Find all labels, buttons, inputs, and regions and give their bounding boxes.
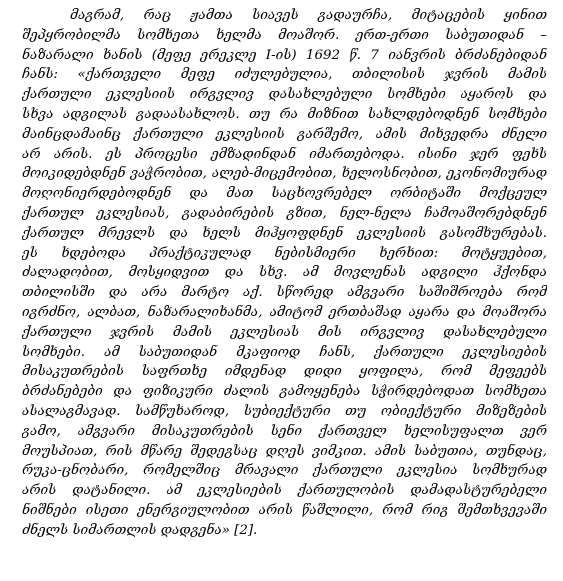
text-line: ძალადობით, მოსყიდვით და სხვ. ამ მოვლენას ადგილი ჰქონდა (22, 265, 547, 281)
text-line: არ არის. ეს პროცესი ემზადინდან იმართებოდა. ისინი ჯერ ფეხს (22, 146, 547, 162)
text-line: მოუსპიათ, რის მწარე შედეგსაც დღეს ვიმკით. ამის საბუთია, თუნდაც, (22, 443, 547, 459)
text-line: მოიკიდებდნენ ვაჭრობით, ალებ-მიცემობით, ხელოსნობით, ეკონომიურად (22, 166, 547, 182)
text-line: ასალაგმავად. სამწუხაროდ, სუბიექტური თუ ობიექტური მიზეზების (22, 403, 547, 419)
text-line: ძნელს სიმართლის დადგენა» [2]. (22, 522, 258, 538)
text-line: ქართულ მრევლს და ხელს მიჰყოფდნენ ეკლესიის გასომხურებას. (22, 225, 547, 241)
document-page (22, 6, 547, 541)
text-line: ჩანს: «ქართველი მეფე იძულებულია, თბილისის ჯვრის მამის (22, 67, 547, 83)
text-line: ბრძანებები და ფიზიკური ძალის გამოყენება სჭირდებოდათ სომხეთა (22, 384, 547, 400)
text-line: შეპყრობილმა სომხეთა ხელმა მოაშორ. ერთ-ერთი საბუთიდან – (22, 27, 547, 43)
text-line: ნაზარალი ხანის (მეფე ერეკლე I-ის) 1692 წ. 7 იანვრის ბრძანებიდან (22, 47, 547, 63)
text-line: გამო, ამგვარი მისაკუთრების სენი ქართველ ხელისუფალთ ვერ (22, 423, 547, 439)
text-line: ქართულ ეკლესიას, გადაბირების გზით, ნელ-ნელა ჩამოაშორებდნენ (22, 205, 547, 221)
text-line: ნიშნები ისეთი ენერგიულობით არის წაშლილი, რომ რიგ შემთხვევაში (22, 502, 547, 518)
text-line: მაინცდამაინც ქართული ეკლესიის გარშემო, ამის მიხვედრა ძნელი (22, 126, 547, 142)
text-line: მაგრამ, რაც ჟამთა სიავეს გადაურჩა, მიტაცების ყინით (70, 8, 547, 23)
text-line: რუკა-ცნობარი, რომელშიც მრავალი ქართული ეკლესია სომხურად (22, 463, 547, 479)
text-line: იგრძნო, ალბათ, ნაზარალიხანმა, ამიტომ ერთბაშად აყარა და მოაშორა (22, 304, 547, 320)
text-line: არის დატანილი. ამ ეკლესიების ქართულობის დამადასტურებელი (22, 483, 547, 499)
text-line: მისაკუთრების საფრთხე იმდენად დიდი ყოფილა, რომ მეფეებს (22, 364, 547, 380)
text-line: თბილისში და არა მარტო აქ. სწორედ ამგვარი საშიშროება რომ (22, 285, 547, 301)
text-line: მოღონიერდებოდნენ და მათ საცხოვრებელ ორბიტაში მოქცეულ (22, 186, 547, 202)
text-line: სხვა ადგილას გადაასახლოს. თუ რა მიზნით სახლდებოდნენ სომხები (22, 106, 547, 122)
text-line: ეს ხდებოდა პრაქტიკულად ნებისმიერი ხერხით: მოტყუებით, (22, 245, 547, 261)
text-line: სომხები. ამ საბუთიდან მკაფიოდ ჩანს, ქართული ეკლესიების (22, 344, 547, 360)
text-line: ქართული ეკლესიის ირგვლივ დასახლებული სომხები აყაროს და (22, 87, 547, 103)
text-line: ქართული ჯვრის მამის ეკლესიას მის ირგვლივ დასახლებული (22, 324, 547, 340)
